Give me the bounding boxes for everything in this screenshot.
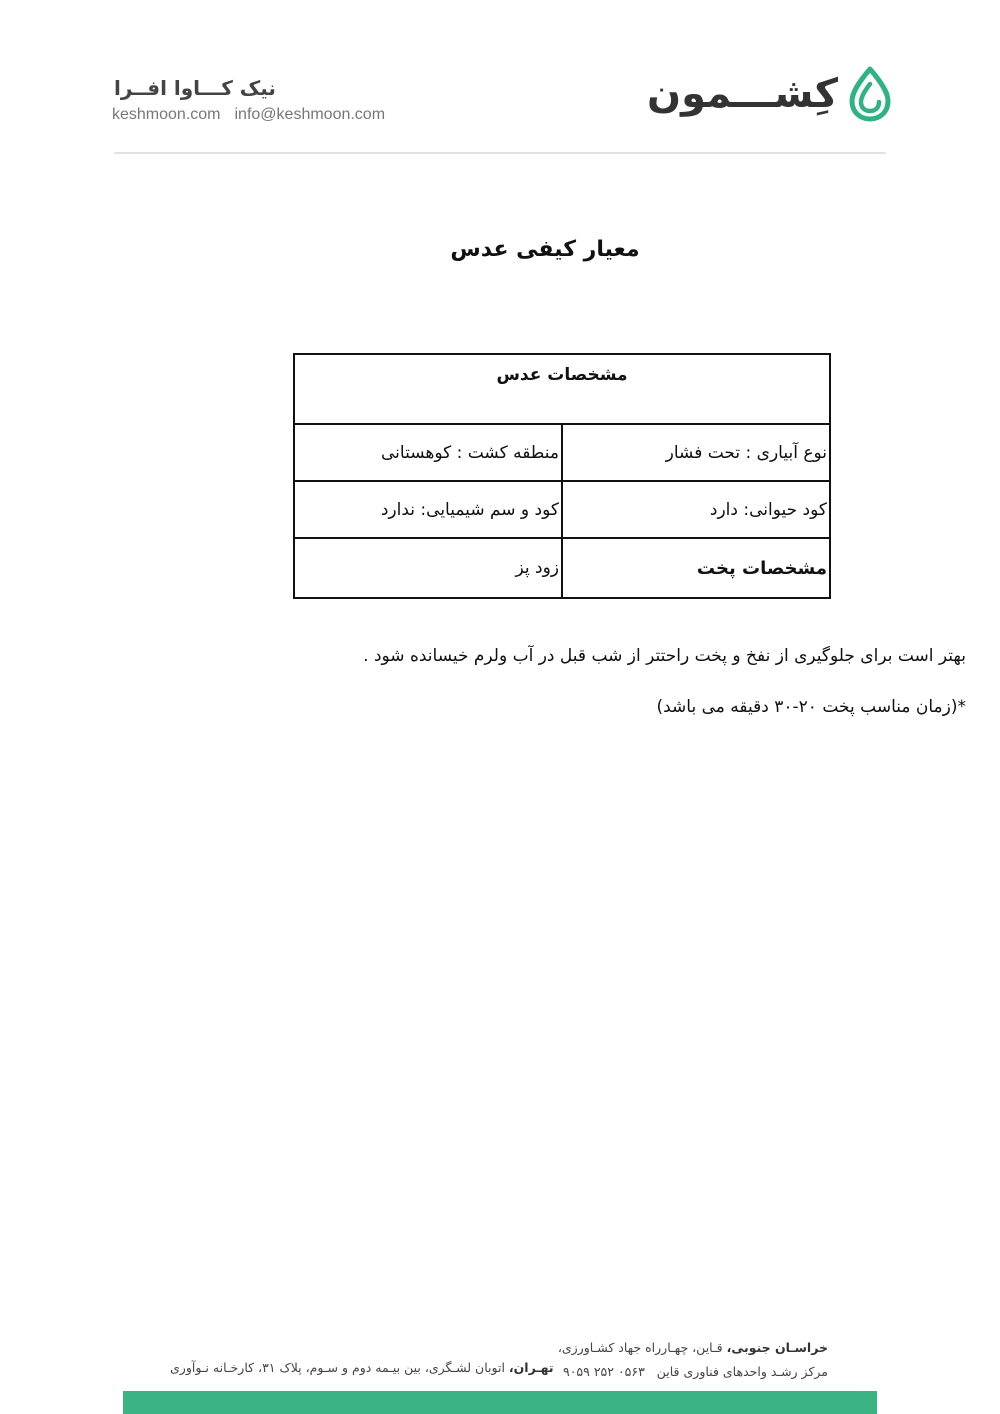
footer-tehran-label: تهـران،: [508, 1360, 554, 1375]
footer-south-address-text: قـاین، چهـارراه جهاد کشـاورزی،: [557, 1340, 727, 1355]
footer-tehran-address-text: اتوبان لشـگری، بین بیـمه دوم و سـوم، پلاک ۳۱، کارخـانه نـوآوری: [170, 1360, 509, 1375]
chemical-fertilizer-cell: کود و سم شیمیایی: ندارد: [294, 481, 562, 538]
table-header: مشخصات عدس: [294, 354, 830, 424]
footer-south-center: مرکز رشـد واحدهای فناوری قاین: [656, 1364, 828, 1379]
logo-text: کِشـــمون: [646, 71, 838, 117]
footer-south-line-2: [558, 1360, 828, 1384]
soaking-note: بهتر است برای جلوگیری از نفخ و پخت راحتتر از شب قبل در آب ولرم خیسانده شود .: [363, 646, 966, 666]
footer-phone[interactable]: ۰۵۶۳ ۲۵۲ ۹۰۵۹: [562, 1364, 645, 1379]
animal-fertilizer-cell: کود حیوانی: دارد: [562, 481, 830, 538]
cooking-specs-value: زود پز: [294, 538, 562, 598]
cooking-time-note: *(زمان مناسب پخت ۲۰-۳۰ دقیقه می باشد): [656, 697, 966, 717]
footer-south-line-1: [558, 1336, 828, 1360]
table-row: [294, 538, 830, 598]
footer-south-address: [558, 1336, 828, 1384]
keshmoon-logo: [647, 66, 892, 122]
footer-tehran-address: [170, 1360, 554, 1375]
header-divider: [114, 152, 886, 154]
company-info: [112, 76, 402, 124]
drop-logo-icon: [848, 66, 892, 122]
irrigation-type-cell: نوع آبیاری : تحت فشار: [562, 424, 830, 481]
company-name: نیک کـــاوا افــرا: [114, 76, 276, 100]
company-contacts: [112, 106, 402, 124]
lentil-spec-table: [293, 353, 831, 599]
footer-green-bar: [123, 1391, 877, 1414]
footer-south-region: خراسـان جنوبی،: [726, 1340, 828, 1355]
table-row: [294, 424, 830, 481]
document-title: معیار کیفی عدس: [450, 237, 640, 262]
email-link[interactable]: info@keshmoon.com: [234, 106, 386, 123]
cooking-specs-label: مشخصات پخت: [562, 538, 830, 598]
table-row: [294, 481, 830, 538]
website-link[interactable]: keshmoon.com: [112, 106, 221, 123]
cultivation-region-cell: منطقه کشت : کوهستانی: [294, 424, 562, 481]
